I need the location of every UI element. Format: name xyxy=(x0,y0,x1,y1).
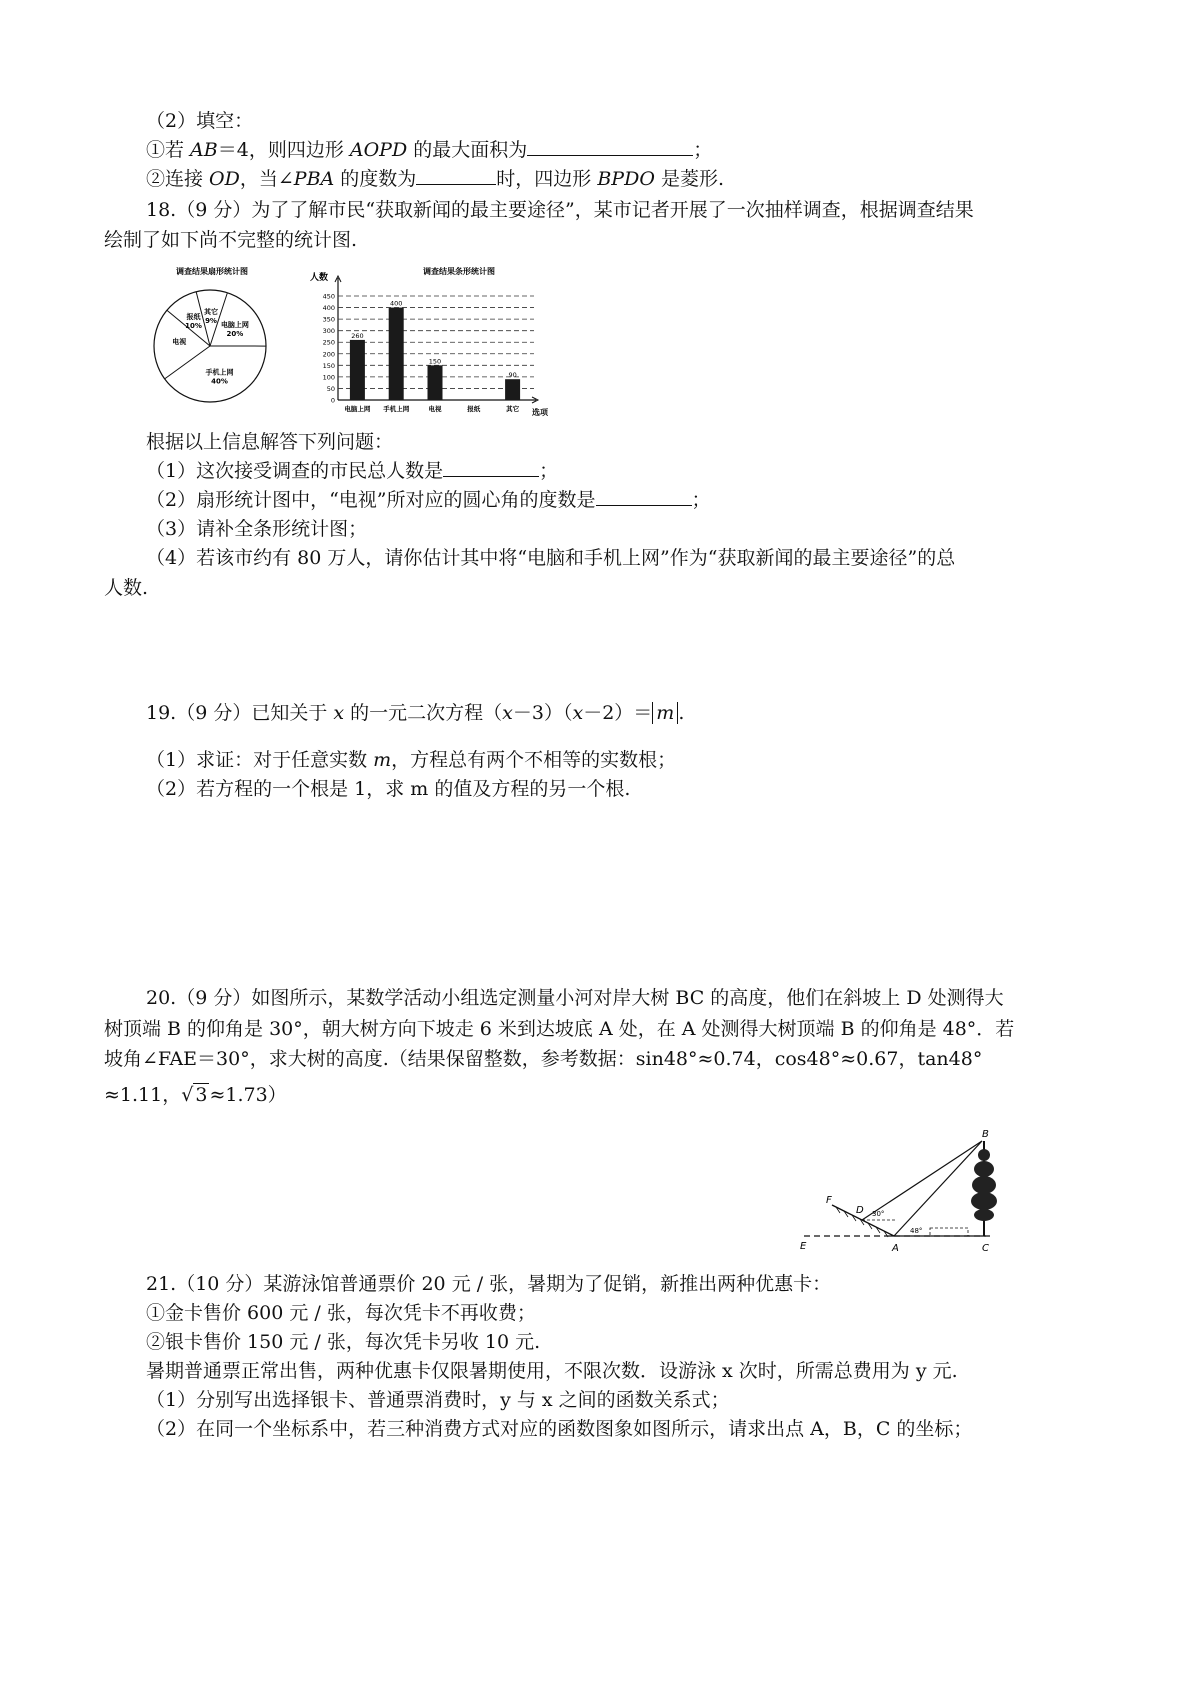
q21-part2: （2）在同一个坐标系中，若三种消费方式对应的函数图象如图所示，请求出点 A，B，C 的坐标； xyxy=(146,1418,973,1440)
y-tick-label-450: 450 xyxy=(322,292,335,301)
sight-line-d-b xyxy=(862,1141,982,1220)
bar-chart-title: 调查结果条形统计图 xyxy=(423,267,495,276)
q18-part4-line1: （4）若该市约有 80 万人，请你估计其中将“电脑和手机上网”作为“获取新闻的最主要途径”的总 xyxy=(146,547,956,569)
x-tick-label-4: 其它 xyxy=(506,405,520,413)
answer-blank xyxy=(596,487,692,506)
x-tick-label-0: 电脑上网 xyxy=(344,405,371,413)
q18-part4-line2: 人数. xyxy=(104,577,149,599)
y-tick-label-150: 150 xyxy=(322,361,335,370)
y-tick-label-350: 350 xyxy=(322,315,335,324)
bar-value-label-1: 400 xyxy=(389,299,403,308)
pie-chart-title: 调查结果扇形统计图 xyxy=(176,267,248,276)
y-tick-label-250: 250 xyxy=(322,338,335,347)
q19-part1: （1）求证：对于任意实数 m，方程总有两个不相等的实数根； xyxy=(146,749,677,771)
pie-slice-percent-2: 40% xyxy=(211,377,228,386)
pie-slice-label-1: 电脑上网 xyxy=(220,320,249,329)
y-tick-label-300: 300 xyxy=(322,327,335,336)
q20-stem-line4: ≈1.11，√ 3 ≈1.73） xyxy=(104,1084,287,1106)
pie-chart xyxy=(140,262,280,410)
angle-48-label: 48° xyxy=(910,1227,923,1235)
q18-part1: （1）这次接受调查的市民总人数是 ； xyxy=(146,460,559,482)
q19-part2: （2）若方程的一个根是 1，求 m 的值及方程的另一个根. xyxy=(146,778,631,800)
river xyxy=(930,1228,968,1236)
bar-2 xyxy=(428,365,443,400)
q18-part2: （2）扇形统计图中，“电视”所对应的圆心角的度数是 ； xyxy=(146,489,711,511)
y-tick-label-100: 100 xyxy=(322,373,335,382)
y-tick-label-200: 200 xyxy=(322,350,335,359)
y-tick-label-0: 0 xyxy=(330,396,335,405)
sqrt-3: √ 3 xyxy=(181,1084,208,1106)
bar-chart xyxy=(304,262,566,418)
label-c: C xyxy=(982,1243,989,1254)
label-a: A xyxy=(892,1243,899,1254)
q20-stem-line3: 坡角∠FAE＝30°，求大树的高度.（结果保留整数，参考数据：sin48°≈0.74，cos48°≈0.67，tan48° xyxy=(104,1048,983,1070)
q21-stem-line4: 暑期普通票正常出售，两种优惠卡仅限暑期使用，不限次数．设游泳 x 次时，所需总费用为 y 元. xyxy=(146,1360,958,1382)
bar-value-label-4: 90 xyxy=(508,371,517,380)
q21-part1: （1）分别写出选择银卡、普通票消费时，y 与 x 之间的函数关系式； xyxy=(146,1389,730,1411)
pie-slice-label-0: 其它 xyxy=(204,308,219,317)
label-e: E xyxy=(800,1241,807,1252)
y-axis-label: 人数 xyxy=(310,273,329,283)
x-tick-label-2: 电视 xyxy=(428,405,442,413)
pie-slice-label-4: 报纸 xyxy=(186,312,201,321)
label-d: D xyxy=(856,1205,864,1216)
x-tick-label-3: 报纸 xyxy=(467,405,481,413)
q18-after-heading: 根据以上信息解答下列问题： xyxy=(146,431,394,453)
q18-stem-line2: 绘制了如下尚不完整的统计图. xyxy=(104,229,358,251)
q20-stem-line2: 树顶端 B 的仰角是 30°，朝大树方向下坡走 6 米到达坡底 A 处，在 A 处测得大树顶端 B 的仰角是 48°．若 xyxy=(104,1018,1015,1040)
angle-30-label: 30° xyxy=(872,1210,885,1218)
q19-stem: 19.（9 分）已知关于 x 的一元二次方程（x－3）（x－2）＝ m . xyxy=(146,702,685,724)
label-b: B xyxy=(982,1129,989,1140)
bar-0 xyxy=(350,340,365,400)
tree-foliage xyxy=(971,1149,997,1221)
y-tick-label-50: 50 xyxy=(326,384,335,393)
bar-1 xyxy=(389,308,404,400)
answer-blank xyxy=(443,458,539,477)
q17-part2-heading: （2）填空： xyxy=(146,110,254,132)
pie-slice-percent-4: 10% xyxy=(185,321,202,330)
x-axis-label: 选项 xyxy=(532,408,548,417)
q18-part3: （3）请补全条形统计图； xyxy=(146,518,368,540)
label-f: F xyxy=(826,1195,832,1206)
tree-slope-figure xyxy=(800,1125,1022,1260)
pie-slice-percent-0: 9% xyxy=(205,317,217,326)
x-tick-label-1: 手机上网 xyxy=(383,405,410,413)
q17-item2: ②连接 OD，当∠PBA 的度数为 时，四边形 BPDO 是菱形. xyxy=(146,168,724,190)
bar-value-label-2: 150 xyxy=(428,357,442,366)
q20-stem-line1: 20.（9 分）如图所示，某数学活动小组选定测量小河对岸大树 BC 的高度，他们在斜坡上 D 处测得大 xyxy=(146,987,1004,1009)
pie-slice-label-2: 手机上网 xyxy=(205,368,234,377)
q17-item1: ①若 AB＝4，则四边形 AOPD 的最大面积为 ； xyxy=(146,139,713,161)
bar-value-label-0: 260 xyxy=(351,331,364,340)
q21-stem-line2: ①金卡售价 600 元 / 张，每次凭卡不再收费； xyxy=(146,1302,536,1324)
answer-blank xyxy=(416,166,496,185)
answer-blank xyxy=(527,137,693,156)
absolute-value-m: m xyxy=(652,702,678,724)
pie-slice-label-3: 电视 xyxy=(172,337,187,346)
sight-line-a-b xyxy=(894,1141,982,1236)
bar-4 xyxy=(505,379,520,400)
y-tick-label-400: 400 xyxy=(322,304,335,313)
q21-stem-line1: 21.（10 分）某游泳馆普通票价 20 元 / 张，暑期为了促销，新推出两种优惠卡： xyxy=(146,1273,832,1295)
q18-stem-line1: 18.（9 分）为了了解市民“获取新闻的最主要途径”，某市记者开展了一次抽样调查，根据调查结果 xyxy=(146,199,974,221)
pie-slice-percent-1: 20% xyxy=(226,329,244,338)
q21-stem-line3: ②银卡售价 150 元 / 张，每次凭卡另收 10 元. xyxy=(146,1331,541,1353)
